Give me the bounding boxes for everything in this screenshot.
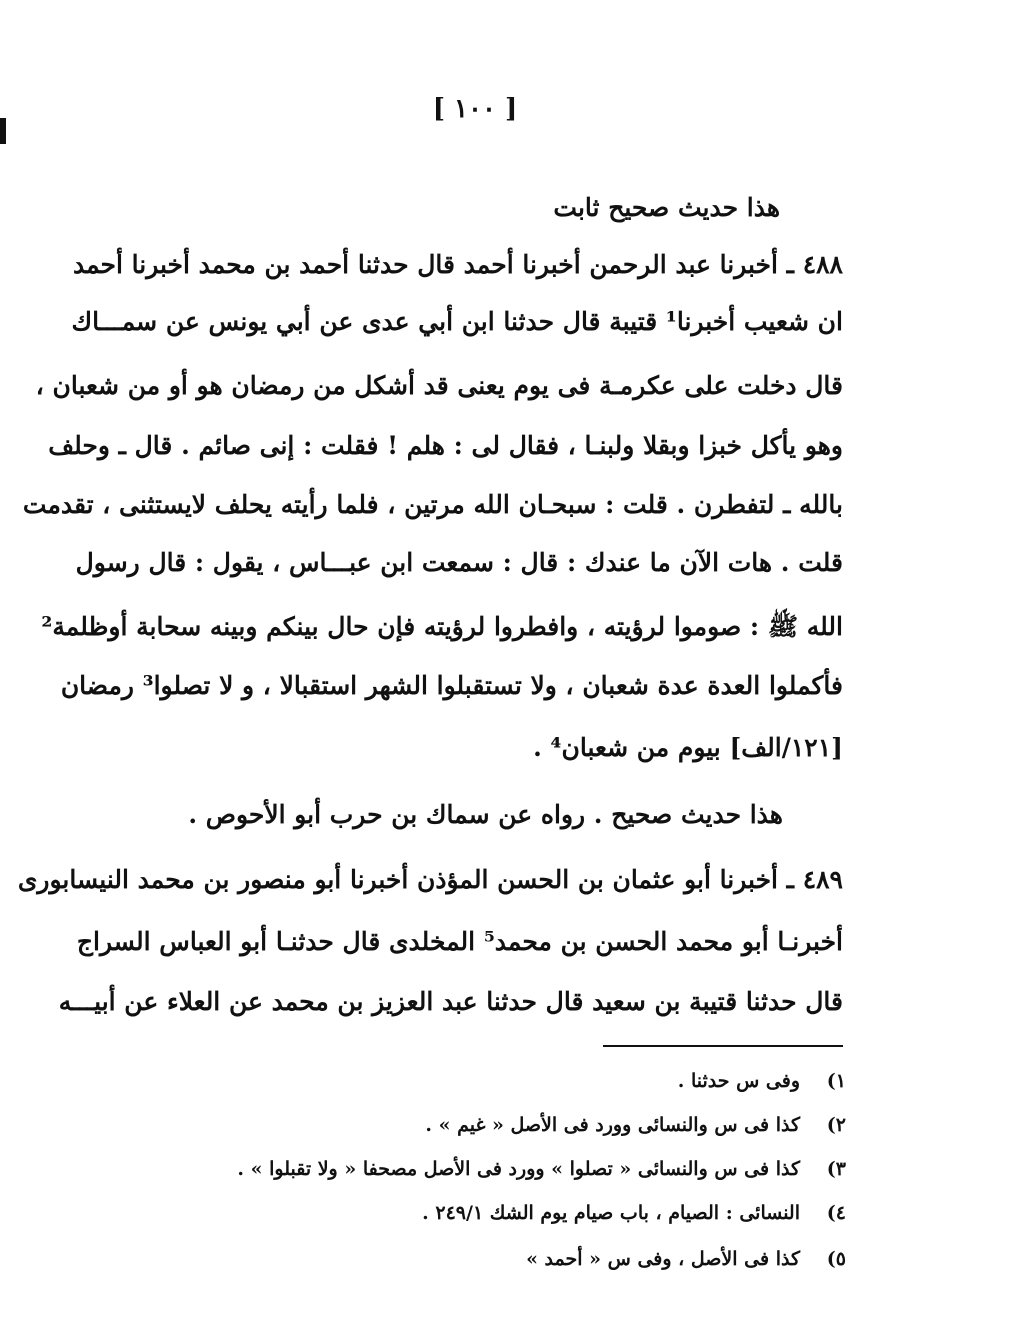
footnote-number: ٤) [826, 1202, 846, 1224]
footnote-item [526, 1244, 846, 1274]
body-line: ٤٨٩ ـ أخبرنا أبو عثمان بن الحسن المؤذن أخبرنا أبو منصور بن محمد النيسابورى [17, 865, 843, 894]
body-line: فأكملوا العدة عدة شعبان ، ولا تستقبلوا الشهر استقبالا ، و لا تصلوا³ رمضان [60, 671, 843, 700]
footnote-number: ٣) [826, 1158, 846, 1180]
footnote-item [425, 1110, 846, 1140]
body-line: بالله ـ لتفطرن . قلت : سبحـان الله مرتين ، فلما رأيته يحلف لايستثنى ، تقدمت [22, 490, 843, 519]
body-line: ٤٨٨ ـ أخبرنا عبد الرحمن أخبرنا أحمد قال حدثنا أحمد بن محمد أخبرنا أحمد [72, 250, 843, 279]
body-line: قلت . هات الآن ما عندك : قال : سمعت ابن عبـــاس ، يقول : قال رسول [75, 548, 843, 577]
footnote-number: ٢) [826, 1114, 846, 1136]
page-number: [ ١٠٠ ] [432, 94, 518, 124]
footnote-text: كذا فى س والنسائى « تصلوا » وورد فى الأصل مصحفا « ولا تقبلوا » . [237, 1158, 800, 1180]
footnote-item [678, 1066, 846, 1096]
body-line: [١٢١/الف] بيوم من شعبان⁴ . [533, 733, 843, 762]
footnote-number: ٥) [826, 1248, 846, 1270]
body-line: أخبرنـا أبو محمد الحسن بن محمد⁵ المخلدى قال حدثنـا أبو العباس السراج [76, 927, 843, 956]
footnote-text: وفى س حدثنا . [677, 1070, 800, 1092]
footnote-item [422, 1198, 846, 1228]
footnote-divider [603, 1045, 843, 1047]
body-line: وهو يأكل خبزا وبقلا ولبنـا ، فقال لى : هلم ! فقلت : إنى صائم . قال ـ وحلف [48, 431, 843, 460]
footnote-text: النسائى : الصيام ، باب صيام يوم الشك ٢٤٩/١ . [422, 1202, 800, 1224]
footnote-text: كذا فى الأصل ، وفى س « أحمد » [526, 1248, 800, 1270]
footnote-text: كذا فى س والنسائى وورد فى الأصل « غيم » . [425, 1114, 800, 1136]
hadith-verdict-line: هذا حديث صحيح . رواه عن سماك بن حرب أبو الأحوص . [188, 800, 783, 829]
left-margin-mark [0, 118, 6, 144]
body-line: الله ﷺ : صوموا لرؤيته ، وافطروا لرؤيته فإن حال بينكم وبينه سحابة أوظلمة² [41, 612, 843, 641]
body-line: قال حدثنا قتيبة بن سعيد قال حدثنا عبد العزيز بن محمد عن العلاء عن أبيـــه [58, 987, 843, 1016]
footnote-number: ١) [826, 1070, 846, 1092]
footnote-item [237, 1154, 846, 1184]
hadith-verdict-line: هذا حديث صحيح ثابت [553, 193, 780, 222]
body-line: ان شعيب أخبرنا¹ قتيبة قال حدثنا ابن أبي عدى عن أبي يونس عن سمـــاك [71, 307, 843, 336]
body-line: قال دخلت على عكرمـة فى يوم يعنى قد أشكل من رمضان هو أو من شعبان ، [35, 371, 843, 400]
